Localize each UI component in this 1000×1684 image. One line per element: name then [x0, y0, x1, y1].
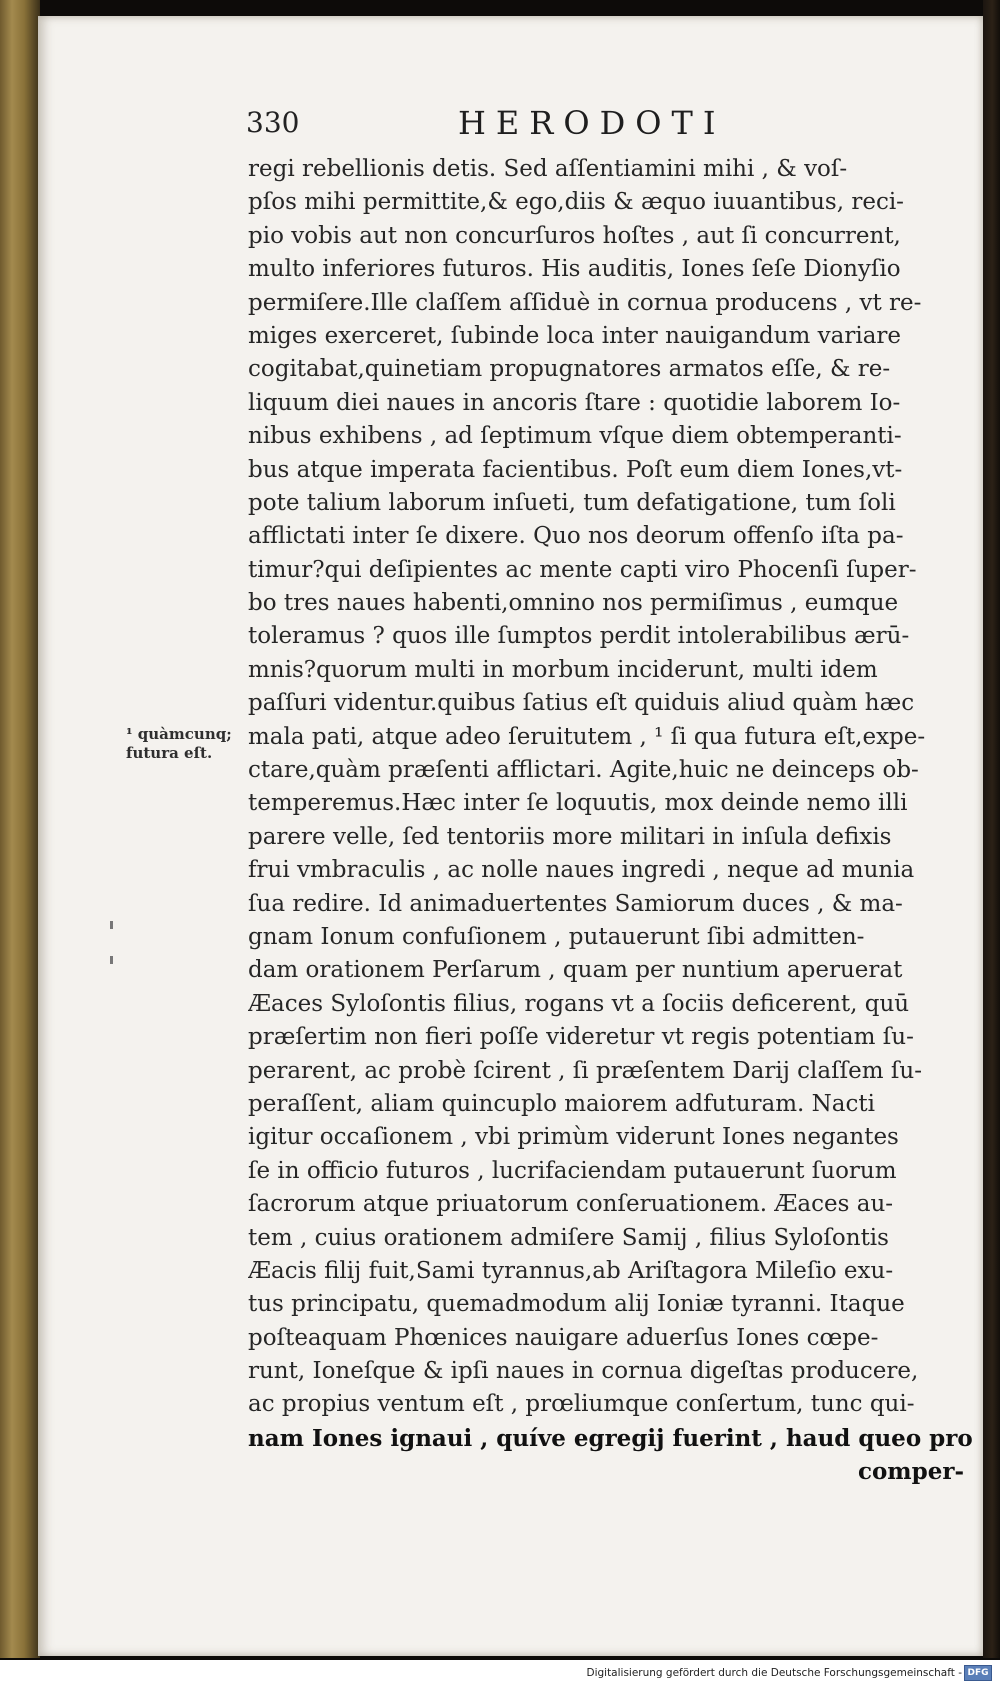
text-line: temperemus.Hæc inter ſe loquutis, mox deinde nemo illi	[248, 790, 908, 817]
book-spine-edge	[0, 0, 40, 1658]
text-line: liquum diei naues in ancoris ſtare : quotidie laborem Io-	[248, 389, 901, 416]
page-header	[38, 104, 983, 144]
book-page	[38, 16, 983, 1656]
text-line: paſſuri videntur.quibus ſatius eſt quiduis aliud quàm hæc	[248, 690, 915, 717]
text-line: dam orationem Perſarum , quam per nuntium aperuerat	[248, 957, 903, 984]
text-line: ſacrorum atque priuatorum conſeruationem. Æaces au-	[248, 1191, 894, 1218]
running-title: HERODOTI	[458, 104, 726, 142]
text-line: bus atque imperata facientibus. Poſt eum diem Iones,vt-	[248, 456, 903, 483]
text-line: igitur occaſionem , vbi primùm viderunt Iones negantes	[248, 1124, 899, 1151]
text-line: permiſere.Ille claſſem aſſiduè in cornua producens , vt re-	[248, 289, 922, 316]
dfg-logo: DFG	[964, 1665, 992, 1681]
page-number: 330	[246, 106, 300, 139]
text-line: gnam Ionum confuſionem , putauerunt ſibi admitten-	[248, 923, 865, 950]
digitization-credit: Digitalisierung gefördert durch die Deutsche Forschungsgemeinschaft -	[586, 1667, 962, 1679]
text-line: Æacis filij fuit,Sami tyrannus,ab Ariſtagora Mileſio exu-	[248, 1257, 894, 1284]
text-line: bo tres naues habenti,omnino nos permiſimus , eumque	[248, 590, 899, 617]
text-line: Æaces Syloſontis filius, rogans vt a ſociis deficerent, quū	[248, 990, 910, 1017]
marginal-note	[126, 725, 256, 763]
text-line: runt, Ioneſque & ipſi naues in cornua digeſtas producere,	[248, 1358, 919, 1385]
text-line: regi rebellionis detis. Sed aſſentiamini mihi , & voſ-	[248, 156, 848, 182]
text-line: cogitabat,quinetiam propugnatores armatos eſſe, & re-	[248, 356, 891, 383]
text-line: pſos mihi permittite,& ego,diis & æquo iuuantibus, reci-	[248, 189, 904, 216]
body-text	[248, 153, 978, 1489]
margin-mark	[110, 956, 113, 964]
text-line: timur?qui deſipientes ac mente capti viro Phocenſi ſuper-	[248, 556, 917, 583]
margin-mark	[110, 921, 113, 929]
text-line: ſe in officio futuros , lucrifaciendam putauerunt ſuorum	[248, 1157, 897, 1184]
text-line: perarent, ac probè ſcirent , ſi præſentem Darij claſſem ſu-	[248, 1057, 922, 1084]
text-line: pio vobis aut non concurſuros hoſtes , aut ſi concurrent,	[248, 222, 901, 249]
text-line: afflictati inter ſe dixere. Quo nos deorum offenſo iſta pa-	[248, 523, 904, 550]
text-line: toleramus ? quos ille ſumptos perdit intolerabilibus ærū-	[248, 623, 910, 650]
text-line: ctare,quàm præſenti afflictari. Agite,huic ne deinceps ob-	[248, 757, 919, 784]
marginal-note-line: futura eſt.	[126, 744, 213, 762]
text-line: parere velle, ſed tentoriis more militari in inſula defixis	[248, 823, 892, 850]
text-line: poſteaquam Phœnices nauigare aduerſus Iones cœpe-	[248, 1324, 879, 1351]
text-line: multo inferiores futuros. His auditis, Iones ſeſe Dionyſio	[248, 256, 901, 283]
text-line: ac propius ventum eſt , prœliumque conſertum, tunc qui-	[248, 1391, 915, 1418]
text-line: tus principatu, quemadmodum alij Ioniæ tyranni. Itaque	[248, 1291, 905, 1318]
text-line: pote talium laborum inſueti, tum defatigatione, tum ſoli	[248, 489, 896, 516]
text-line: præſertim non fieri poſſe videretur vt regis potentiam ſu-	[248, 1024, 914, 1051]
marginal-note-line: ¹ quàmcunq;	[126, 725, 232, 743]
text-line: miges exerceret, ſubinde loca inter nauigandum variare	[248, 322, 902, 349]
text-line: peraſſent, aliam quincuplo maiorem adfuturam. Nacti	[248, 1090, 875, 1117]
text-line: ſua redire. Id animaduertentes Samiorum duces , & ma-	[248, 890, 903, 917]
text-line: mnis?quorum multi in morbum inciderunt, multi idem	[248, 656, 878, 683]
catchword: comper-	[857, 1458, 964, 1486]
page-fore-edge	[983, 0, 1000, 1658]
text-line: mala pati, atque adeo ſeruitutem , ¹ ſi qua futura eſt,expe-	[248, 723, 926, 750]
text-line: nam Iones ignaui , quíve egregij fuerint , haud queo pro	[248, 1424, 973, 1452]
text-line: nibus exhibens , ad ſeptimum vſque diem obtemperanti-	[248, 423, 902, 450]
text-line: frui vmbraculis , ac nolle naues ingredi , neque ad munia	[248, 857, 915, 884]
text-line: tem , cuius orationem admiſere Samij , filius Syloſontis	[248, 1224, 889, 1251]
